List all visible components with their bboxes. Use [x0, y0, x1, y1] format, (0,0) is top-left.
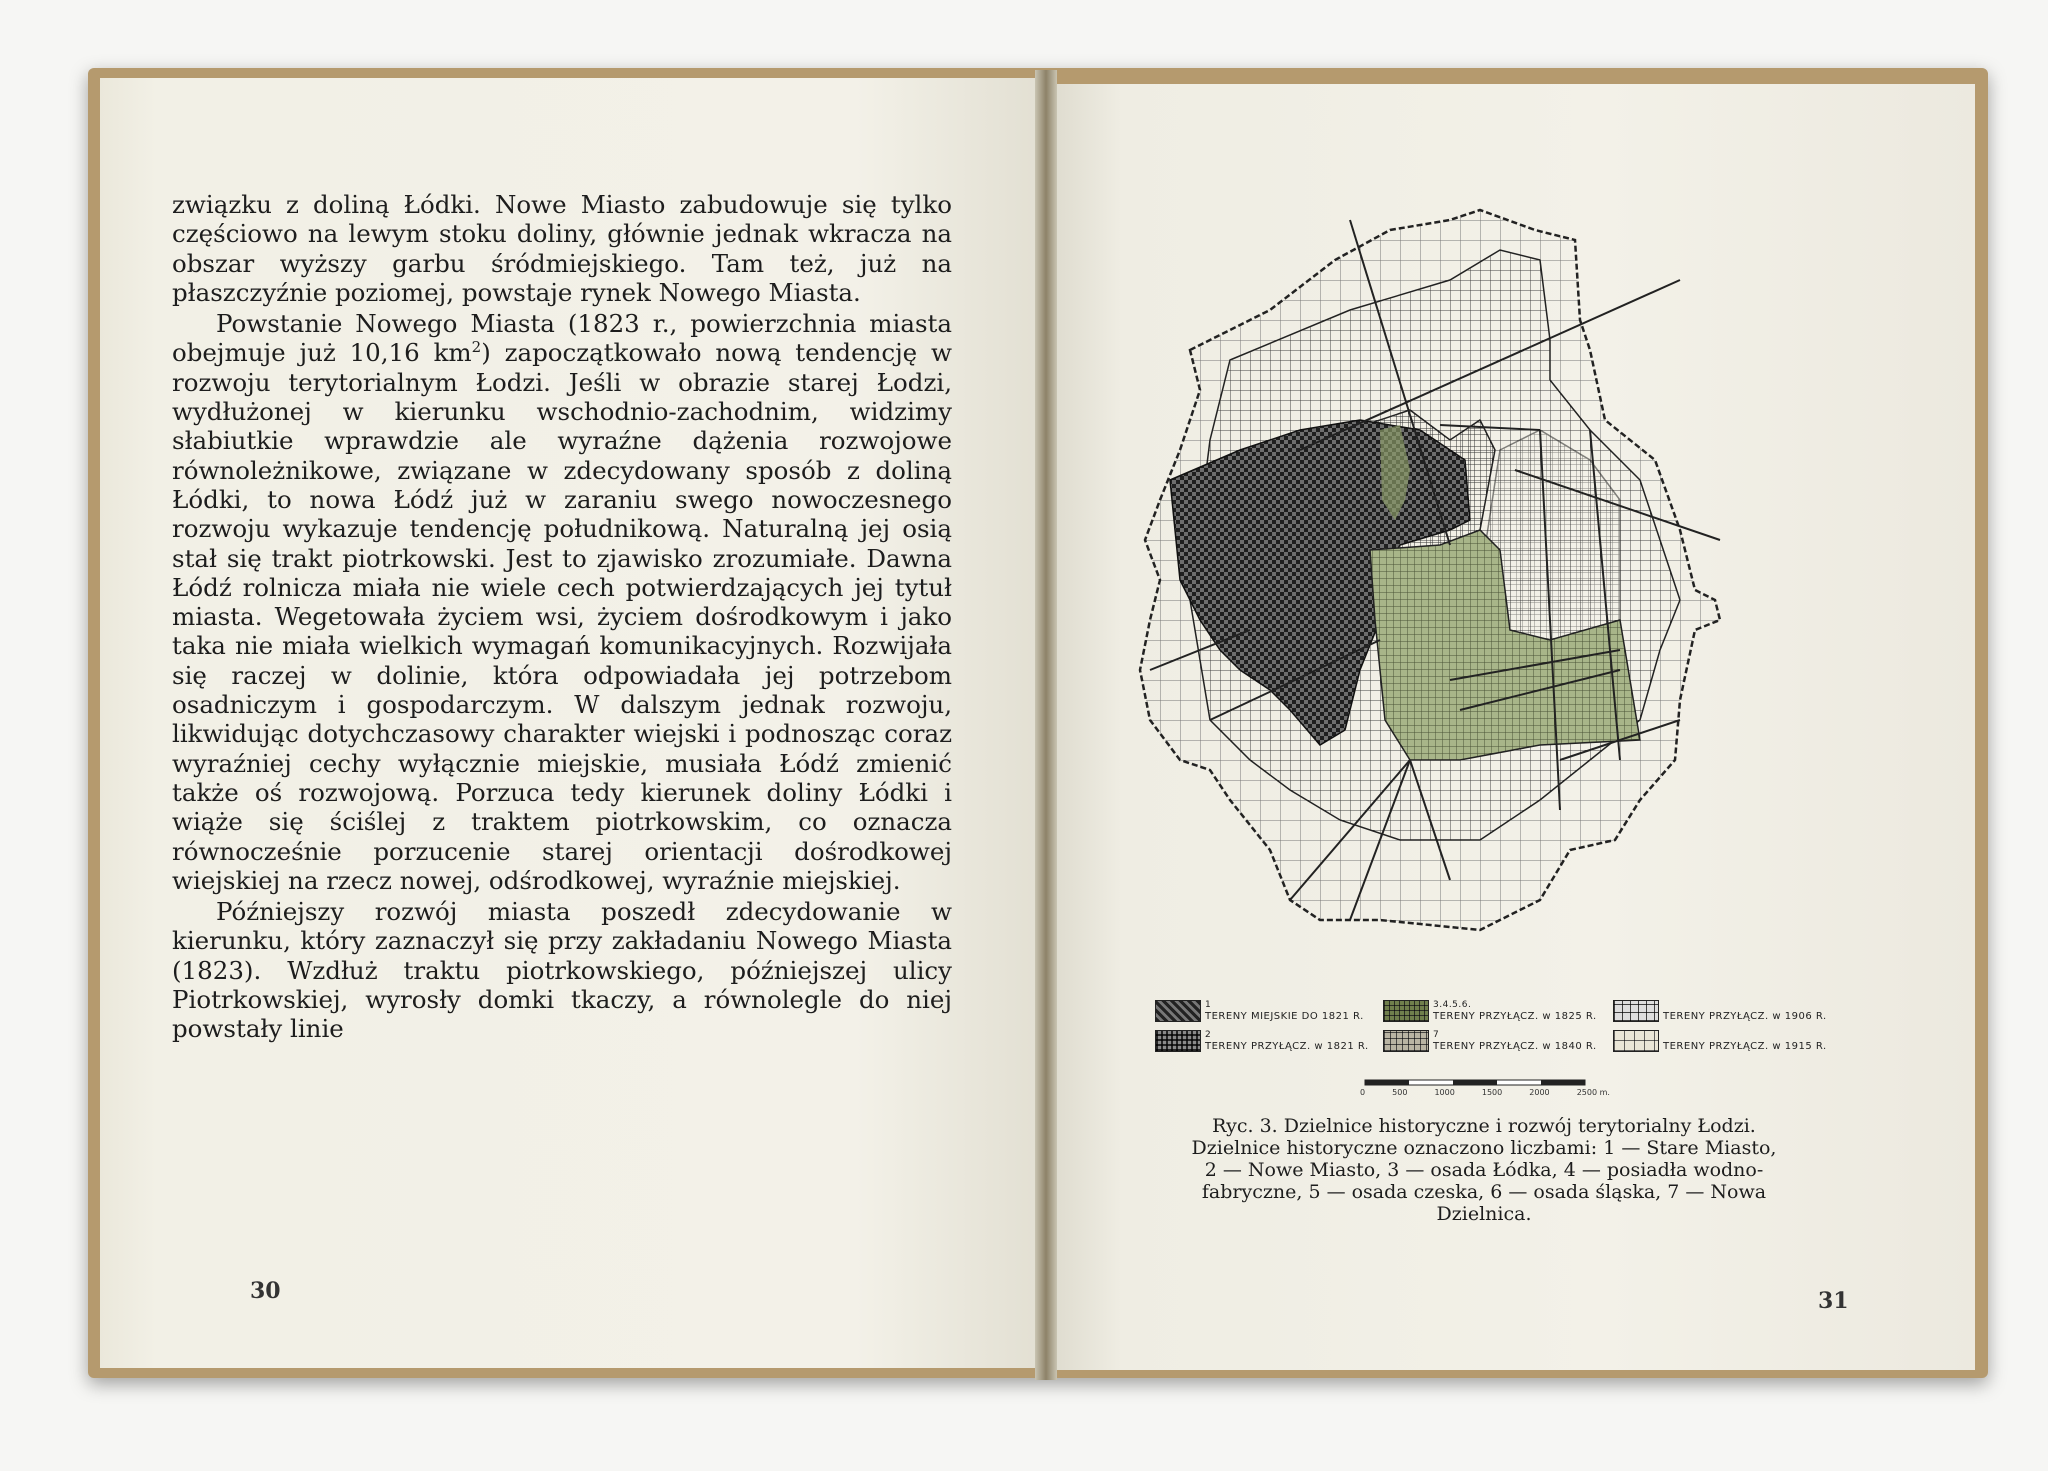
legend-item-2: 2 TERENY PRZYŁĄCZ. w 1821 R.	[1155, 1030, 1369, 1052]
map-figure	[1120, 200, 1810, 950]
left-page-text	[172, 190, 952, 1044]
scale-bar	[1360, 1078, 1610, 1104]
paragraph-1: związku z doliną Łódki. Nowe Miasto zabudowuje się tylko częściowo na lewym stoku doliny, głównie jednak wkracza na obszar wyższy garbu śródmiejskiego. Tam też, już na płaszczyźnie poziomej, powstaje rynek Nowego Miasta.	[172, 190, 952, 307]
legend-swatch	[1155, 1000, 1201, 1022]
book-gutter	[1035, 70, 1057, 1380]
legend-item-3: 3.4.5.6. TERENY PRZYŁĄCZ. w 1825 R.	[1383, 1000, 1597, 1022]
figure-caption	[1128, 1115, 1840, 1225]
legend-item-6: TERENY PRZYŁĄCZ. w 1915 R.	[1613, 1030, 1827, 1052]
legend-item-5: TERENY PRZYŁĄCZ. w 1906 R.	[1613, 1000, 1827, 1022]
legend-swatch	[1613, 1000, 1659, 1022]
paragraph-2: Powstanie Nowego Miasta (1823 r., powierzchnia miasta obejmuje już 10,16 $km^2$) zapoczątkowało nową tendencję w rozwoju terytorialnym Łodzi. Jeśli w obrazie starej Łodzi, wydłużonej w kierunku wschodnio-zachodnim, widzimy słabiutkie wprawdzie ale wyraźne dążenia rozwojowe równoleżnikowe, związane w zdecydowany sposób z doliną Łódki, to nowa Łódź już w zaraniu swego nowoczesnego rozwoju wykazuje tendencję południkową. Naturalną jej osią stał się trakt piotrkowski. Jest to zjawisko zrozumiałe. Dawna Łódź rolnicza miała nie wiele cech potwierdzających jej tytuł miasta. Wegetowała życiem wsi, życiem dośrodkowym i jako taka nie miała wielkich wymagań komunikacyjnych. Rozwijała się raczej w dolinie, która odpowiadała jej potrzebom osadniczym i gospodarczym. W dalszym jednak rozwoju, likwidując dotychczasowy charakter wiejski i podnosząc coraz wyraźniej cechy wyłącznie miejskie, musiała Łódź zmienić także oś rozwojową. Porzuca tedy kierunek doliny Łódki i wiąże się ściślej z traktem piotrkowskim, co oznacza równocześnie porzucenie starej orientacji dośrodkowej wiejskiej na rzecz nowej, odśrodkowej, wyraźnie miejskiej.	[172, 309, 952, 895]
legend-swatch	[1383, 1030, 1429, 1052]
caption-line: Ryc. 3. Dzielnice historyczne i rozwój terytorialny Łodzi.	[1212, 1115, 1756, 1137]
caption-line: 2 — Nowe Miasto, 3 — osada Łódka, 4 — posiadła wodno-	[1204, 1159, 1764, 1181]
caption-line: Dzielnice historyczne oznaczono liczbami: 1 — Stare Miasto,	[1191, 1137, 1777, 1159]
legend-swatch	[1155, 1030, 1201, 1052]
page-number-left: 30	[250, 1278, 281, 1304]
scale-labels: 0 500 1000 1500 2000 2500 m.	[1360, 1088, 1610, 1097]
caption-line: Dzielnica.	[1436, 1203, 1532, 1225]
caption-line: fabryczne, 5 — osada czeska, 6 — osada śląska, 7 — Nowa	[1201, 1181, 1767, 1203]
legend-swatch	[1613, 1030, 1659, 1052]
legend-item-4: 7 TERENY PRZYŁĄCZ. w 1840 R.	[1383, 1030, 1597, 1052]
legend-swatch	[1383, 1000, 1429, 1022]
paragraph-3: Późniejszy rozwój miasta poszedł zdecydowanie w kierunku, który zaznaczył się przy zakładaniu Nowego Miasta (1823). Wzdłuż traktu piotrkowskiego, późniejszej ulicy Piotrkowskiej, wyrosły domki tkaczy, a równolegle do niej powstały linie	[172, 897, 952, 1044]
map-svg	[1120, 200, 1810, 950]
legend-item-1: 1 TERENY MIEJSKIE DO 1821 R.	[1155, 1000, 1364, 1022]
page-number-right: 31	[1818, 1288, 1849, 1314]
